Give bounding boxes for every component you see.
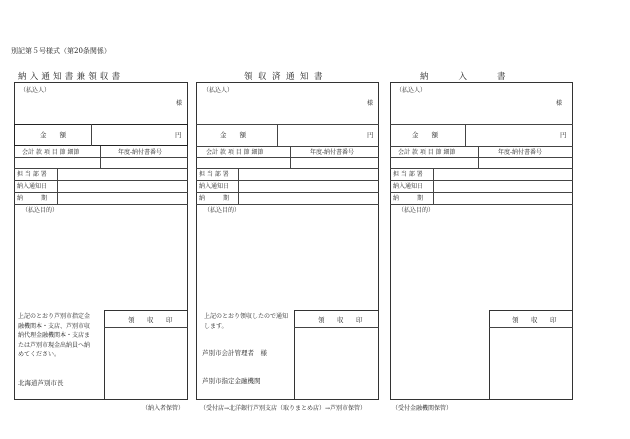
stamp-label: 領 収 印 — [128, 316, 176, 324]
section-title: 納入通知書兼領収書 — [18, 72, 124, 82]
payer-label: （払込人） — [396, 87, 427, 94]
purpose-label: （払込目的） — [204, 207, 241, 214]
honorific: 様 — [367, 100, 374, 107]
section-footer: （受付金融機関保管） — [392, 405, 453, 412]
account-codes-label: 会計 款 項 目 節 細節 — [398, 149, 456, 156]
stamp-label: 領 収 印 — [318, 316, 366, 324]
dept-label: 担 当 部 署 — [199, 171, 229, 178]
notice-date-label: 納入通知日 — [199, 183, 230, 190]
issuer: 北海道芦別市長 — [18, 379, 64, 387]
section-footer: （納入者保管） — [142, 405, 185, 412]
amount-label: 金 額 — [40, 131, 66, 139]
notice-line-1: 上記のとおり領収したので通知 — [204, 313, 289, 320]
deadline-label: 納 期 — [199, 195, 230, 202]
form-id: 別記第５号様式（第20条関係） — [11, 47, 111, 55]
designated-bank: 芦別市指定金融機関 — [202, 377, 261, 385]
notice-date-label: 納入通知日 — [393, 183, 424, 190]
section-footer: （受付店→北洋銀行芦別支店（取りまとめ店）→芦別市保管） — [200, 405, 367, 412]
deadline-label: 納 期 — [393, 195, 424, 202]
section-title: 納入書 — [420, 72, 536, 82]
stamp-label: 領 収 印 — [512, 316, 560, 324]
account-codes-label: 会計 款 項 目 節 細節 — [206, 149, 264, 156]
purpose-label: （払込目的） — [398, 207, 435, 214]
honorific: 様 — [176, 100, 183, 107]
amount-label: 金 額 — [412, 131, 438, 139]
recipient: 芦別市会計管理者 様 — [202, 349, 267, 357]
year-number-label: 年度-納付書番号 — [498, 149, 543, 156]
yen-label: 円 — [560, 131, 567, 139]
yen-label: 円 — [175, 131, 182, 139]
payment-instructions: 上記のとおり芦別市指定金 融機関本・支店、芦別市収 納代理金融機関本・支店ま たは芦別市現金出納員へ納 めてください。 — [18, 313, 91, 358]
year-number-label: 年度-納付書番号 — [310, 149, 355, 156]
payer-label: （払込人） — [20, 87, 51, 94]
notice-date-label: 納入通知日 — [17, 183, 48, 190]
section-title: 領収済通知書 — [244, 72, 329, 82]
payer-label: （払込人） — [203, 87, 234, 94]
account-codes-label: 会計 款 項 目 節 細節 — [22, 149, 80, 156]
dept-label: 担 当 部 署 — [17, 171, 47, 178]
purpose-label: （払込目的） — [22, 207, 59, 214]
dept-label: 担 当 部 署 — [393, 171, 423, 178]
honorific: 様 — [556, 100, 563, 107]
yen-label: 円 — [367, 131, 374, 139]
year-number-label: 年度-納付書番号 — [118, 149, 163, 156]
notice-line-2: します。 — [204, 323, 228, 330]
amount-label: 金 額 — [220, 131, 246, 139]
deadline-label: 納 期 — [17, 195, 48, 202]
